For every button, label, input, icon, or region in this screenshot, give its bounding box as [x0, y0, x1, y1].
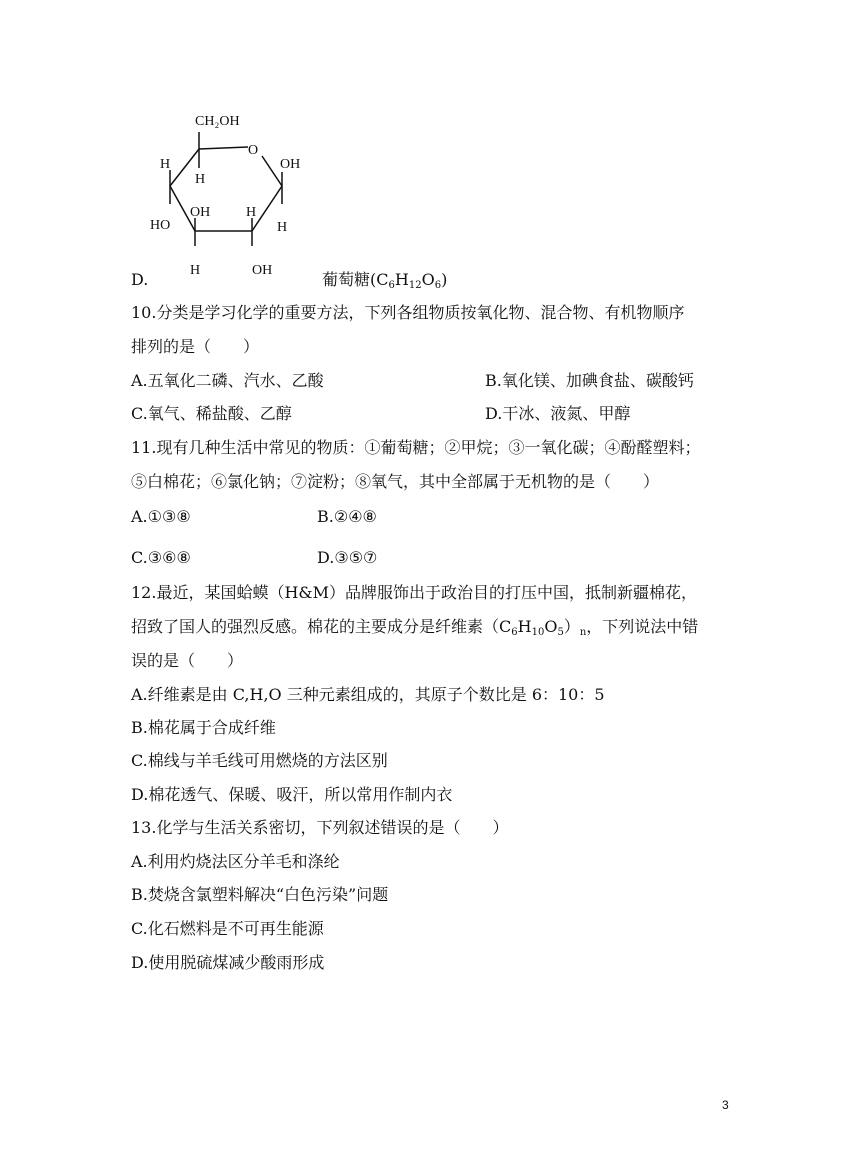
- q10-option-b: B.氧化镁、加碘食盐、碳酸钙: [485, 371, 694, 390]
- q11-option-b: B.②④⑧: [317, 507, 377, 526]
- q11-option-d: D.③⑤⑦: [317, 548, 378, 567]
- atom-h-c5: H: [195, 172, 206, 187]
- atom-h-c4: H: [160, 157, 171, 172]
- page-number: 3: [722, 1098, 729, 1112]
- atom-h-c1: H: [277, 220, 288, 235]
- q12-option-a: A.纤维素是由 C,H,O 三种元素组成的，其原子个数比是 6：10：5: [131, 685, 605, 704]
- q12-stem-line2: 招致了国人的强烈反感。棉花的主要成分是纤维素$(C_6H_{10}O_5)_n$，下列说法中错: [131, 617, 699, 638]
- q13-option-a: A.利用灼烧法区分羊毛和涤纶: [131, 852, 340, 871]
- q12-option-b: B.棉花属于合成纤维: [131, 718, 276, 737]
- q12-option-d: D.棉花透气、保暖、吸汗，所以常用作制内衣: [131, 785, 453, 804]
- glucose-caption: [322, 270, 447, 290]
- q10-option-a: A.五氧化二磷、汽水、乙酸: [131, 371, 324, 390]
- q11-option-a: A.①③⑧: [131, 507, 191, 526]
- q11-option-c: C.③⑥⑧: [131, 548, 191, 567]
- atom-oh-c3: OH: [190, 205, 211, 220]
- q11-stem-line1: 11.现有几种生活中常见的物质：①葡萄糖；②甲烷；③一氧化碳；④酚醛塑料；: [131, 438, 701, 457]
- glucose-ring-bonds: [170, 132, 282, 246]
- q11-stem-line2: ⑤白棉花；⑥氯化钠；⑦淀粉；⑧氧气，其中全部属于无机物的是（ ）: [131, 472, 660, 491]
- q12-option-c: C.棉线与羊毛线可用燃烧的方法区别: [131, 751, 388, 770]
- q13-option-c: C.化石燃料是不可再生能源: [131, 919, 324, 938]
- q13-option-b: B.焚烧含氯塑料解决“白色污染”问题: [131, 885, 389, 904]
- atom-oh-c2: OH: [252, 263, 273, 278]
- atom-ho-c4: HO: [150, 218, 171, 233]
- atom-h-c3: H: [190, 263, 201, 278]
- q12-stem-line3: 误的是（ ）: [131, 651, 244, 670]
- atom-ch2oh: CH₂OH: [195, 114, 240, 129]
- atom-h-c2: H: [246, 205, 257, 220]
- q13-option-d: D.使用脱硫煤减少酸雨形成: [131, 953, 325, 972]
- q10-stem-line2: 排列的是（ ）: [131, 337, 260, 356]
- glucose-name: 葡萄糖: [322, 270, 371, 289]
- glucose-formula: $(C_6H_{12}O_6)$: [370, 270, 448, 291]
- q10-stem-line1: 10.分类是学习化学的重要方法，下列各组物质按氧化物、混合物、有机物顺序: [131, 303, 685, 322]
- glucose-structure-diagram: [140, 104, 320, 282]
- option-d-label: D.: [131, 270, 149, 289]
- q10-option-d: D.干冰、液氮、甲醇: [485, 404, 631, 423]
- q10-option-c: C.氧气、稀盐酸、乙醇: [131, 404, 292, 423]
- atom-oh-c1: OH: [280, 157, 301, 172]
- atom-ring-o: O: [248, 143, 259, 158]
- q13-stem: 13.化学与生活关系密切，下列叙述错误的是（ ）: [131, 818, 509, 837]
- q12-stem-line1: 12.最近，某国蛤蟆（H&M）品牌服饰出于政治目的打压中国，抵制新疆棉花，: [131, 583, 698, 602]
